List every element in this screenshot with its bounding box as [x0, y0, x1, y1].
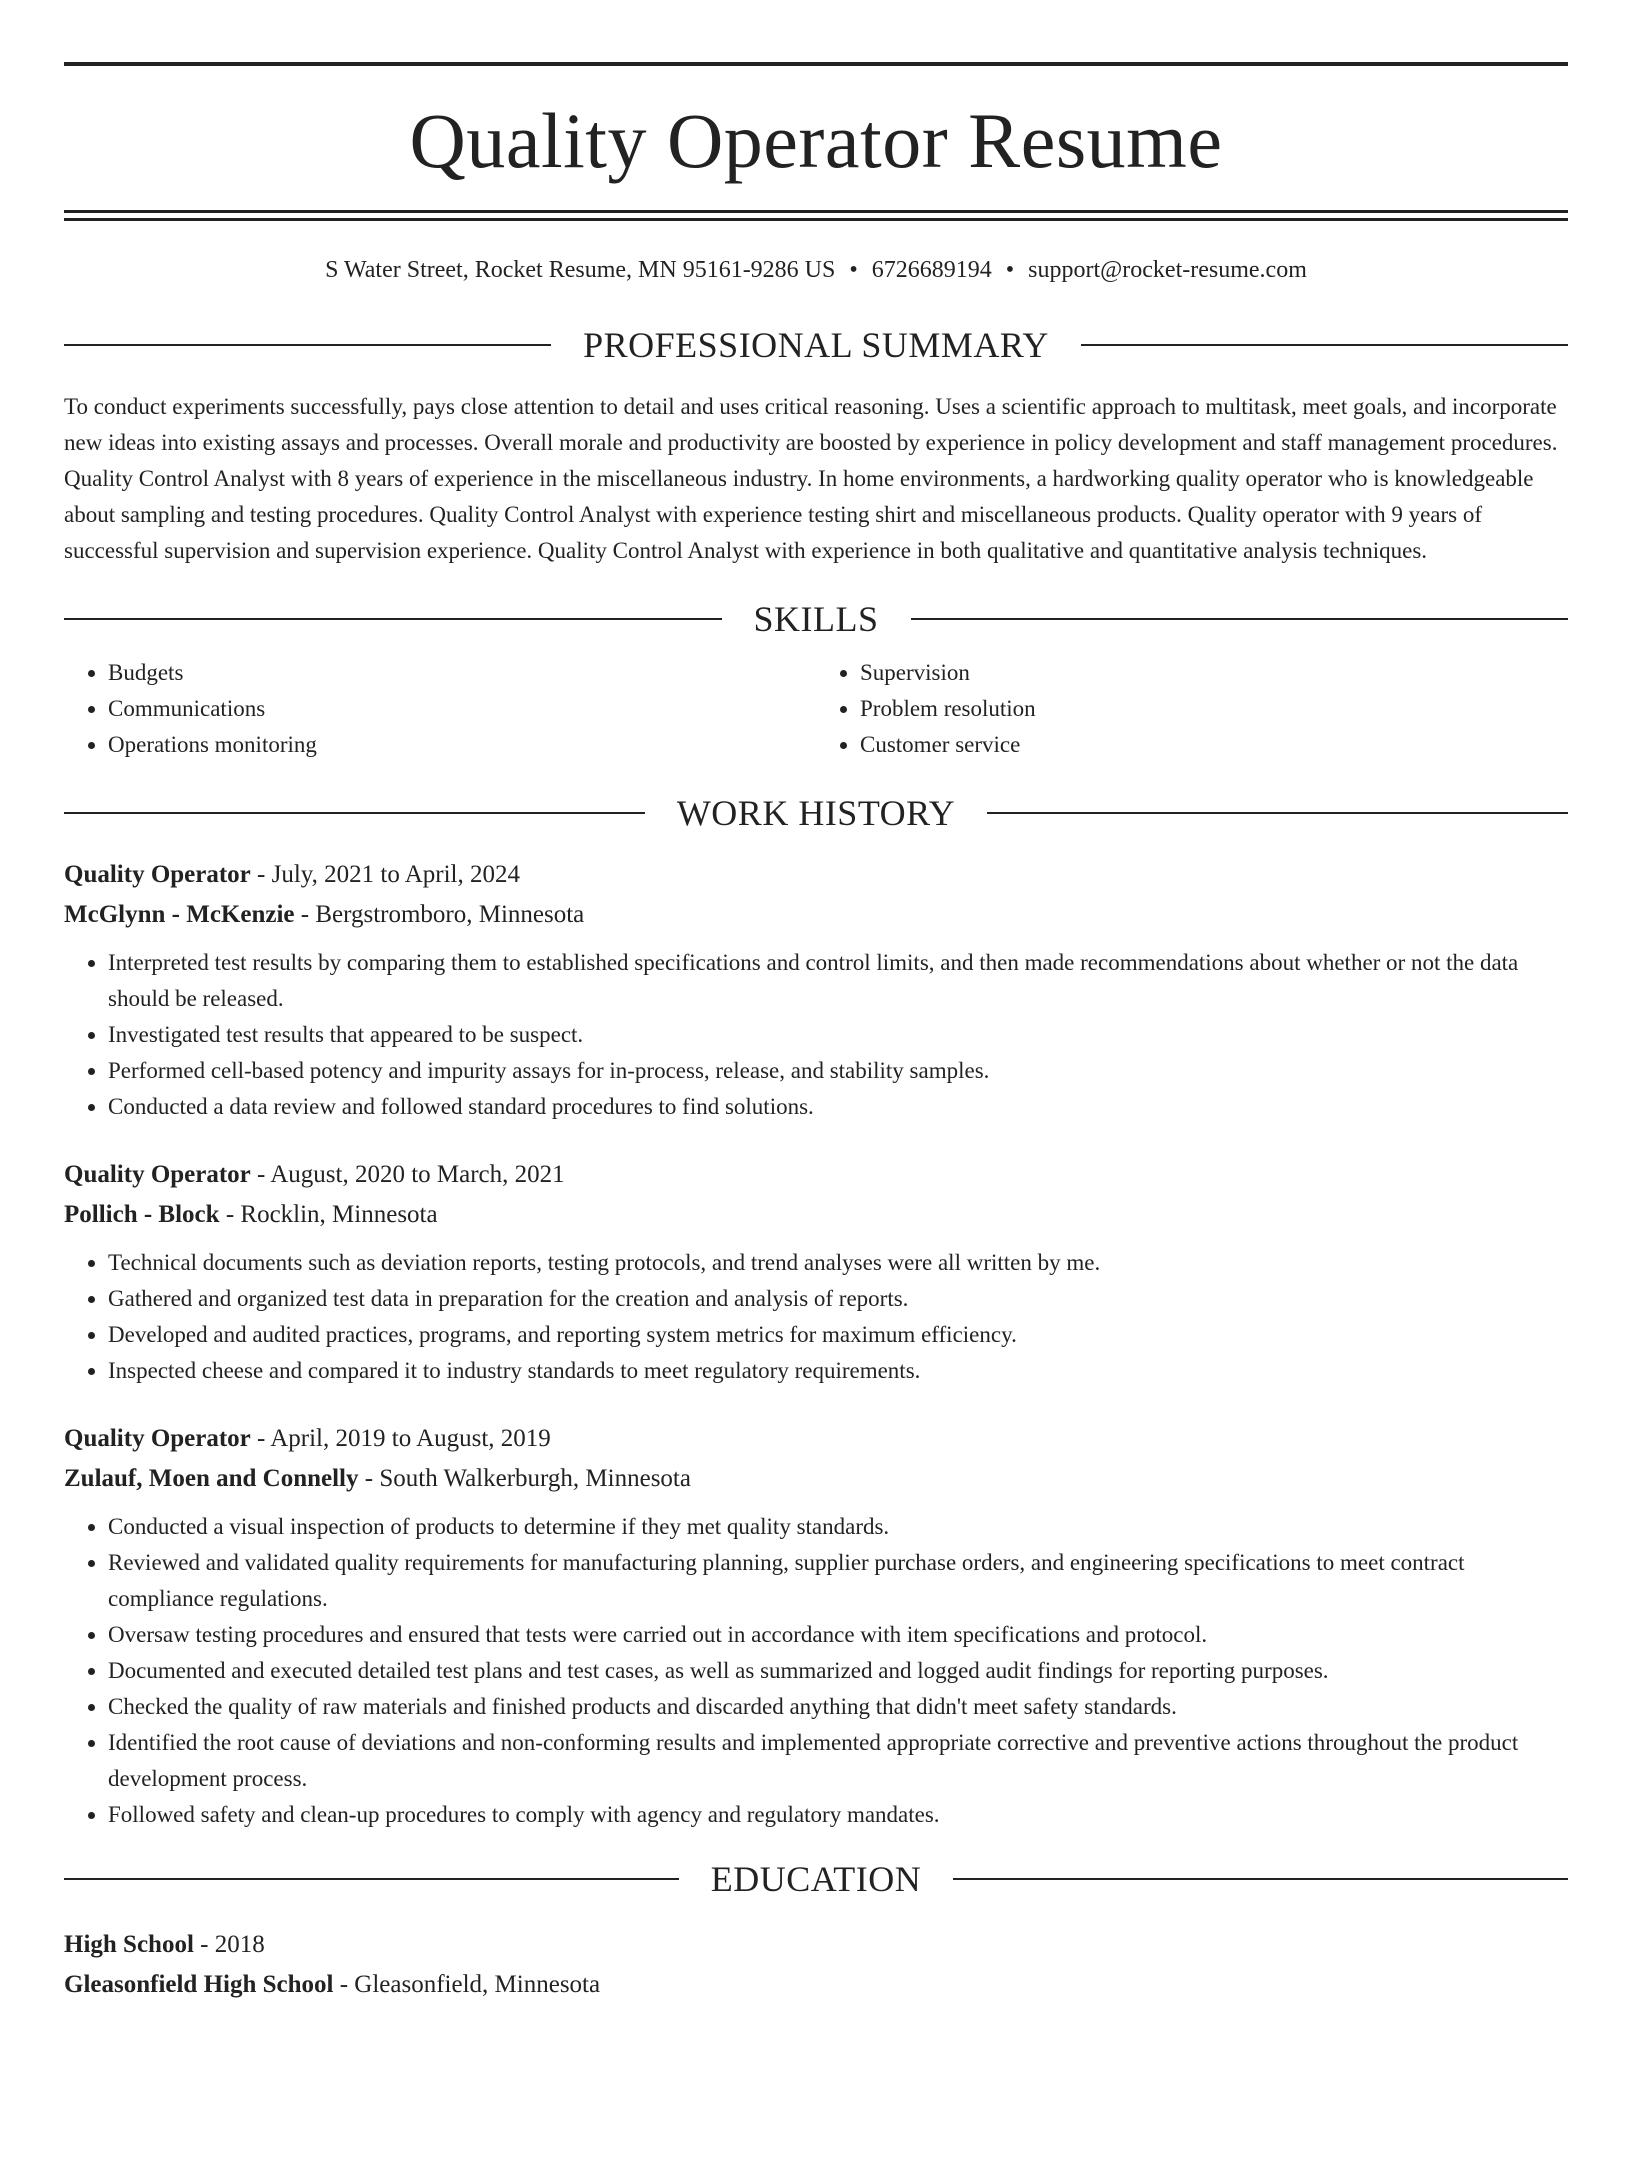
section-title: SKILLS: [753, 599, 879, 639]
heading-rule: [64, 618, 722, 620]
job-location: - South Walkerburgh, Minnesota: [358, 1465, 691, 1492]
section-heading-work: [64, 793, 1568, 833]
job-company-line: [64, 1195, 1568, 1235]
job-bullets: [64, 1509, 1568, 1833]
education-school-line: [64, 1965, 1568, 2005]
heading-rule: [911, 618, 1569, 620]
section-title: WORK HISTORY: [676, 793, 956, 833]
resume-page: [0, 62, 1632, 2174]
job-company-line: [64, 895, 1568, 935]
job-entry: [64, 855, 1568, 1125]
job-dates: - August, 2020 to March, 2021: [250, 1161, 565, 1188]
job-bullet: • Oversaw testing procedures and ensured that tests were carried out in accordance with item specifications and protocol.: [108, 1617, 1568, 1653]
job-bullet: • Followed safety and clean-up procedures to comply with agency and regulatory mandates.: [108, 1797, 1568, 1833]
job-title-line: [64, 855, 1568, 895]
job-bullets: [64, 945, 1568, 1125]
job-bullet: • Performed cell-based potency and impurity assays for in-process, release, and stability samples.: [108, 1053, 1568, 1089]
job-location: - Bergstromboro, Minnesota: [294, 901, 585, 928]
double-rule: [64, 210, 1568, 221]
contact-phone: 6726689194: [871, 257, 992, 283]
job-title: Quality Operator: [64, 1161, 251, 1188]
contact-separator: •: [849, 257, 858, 283]
job-bullet: • Documented and executed detailed test plans and test cases, as well as summarized and logged audit findings for reporting purposes.: [108, 1653, 1568, 1689]
skills-column-right: [816, 655, 1568, 763]
job-bullet: • Developed and audited practices, programs, and reporting system metrics for maximum efficiency.: [108, 1317, 1568, 1353]
job-title-line: [64, 1155, 1568, 1195]
education-location: - Gleasonfield, Minnesota: [333, 1971, 601, 1998]
job-bullet: • Conducted a data review and followed standard procedures to find solutions.: [108, 1089, 1568, 1125]
skills-list: [64, 655, 1568, 763]
job-bullet: • Identified the root cause of deviations and non-conforming results and implemented appropriate corrective and preventive actions throughout the product development process.: [108, 1725, 1568, 1797]
job-bullet: • Investigated test results that appeared to be suspect.: [108, 1017, 1568, 1053]
job-dates: - April, 2019 to August, 2019: [250, 1425, 551, 1452]
heading-rule: [987, 812, 1568, 814]
job-bullet: • Reviewed and validated quality requirements for manufacturing planning, supplier purchase orders, and engineering specifications to meet contract compliance regulations.: [108, 1545, 1568, 1617]
job-company-line: [64, 1459, 1568, 1499]
heading-rule: [64, 344, 551, 346]
education-degree-line: [64, 1925, 1568, 1965]
job-location: - Rocklin, Minnesota: [219, 1201, 438, 1228]
contact-email: support@rocket-resume.com: [1028, 257, 1307, 283]
education-entry: [64, 1925, 1568, 2005]
job-bullet: • Checked the quality of raw materials and finished products and discarded anything that didn't meet safety standards.: [108, 1689, 1568, 1725]
job-company: Pollich - Block: [64, 1201, 220, 1228]
job-company: McGlynn - McKenzie: [64, 901, 295, 928]
summary-text: To conduct experiments successfully, pays close attention to detail and uses critical reasoning. Uses a scientific approach to multitask, meet goals, and incorporate new ideas into existing assays and processes. Overall morale and productivity are boosted by experience in policy development and staff management procedures. Quality Control Analyst with 8 years of experience in the miscellaneous industry. In home environments, a hardworking quality operator who is knowledgeable about sampling and testing procedures. Quality Control Analyst with experience testing shirt and miscellaneous products. Quality operator with 9 years of successful supervision and supervision experience. Quality Control Analyst with experience in both qualitative and quantitative analysis techniques.: [64, 394, 1558, 563]
job-entry: [64, 1155, 1568, 1389]
skill-item: • Problem resolution: [860, 691, 1568, 727]
education-school: Gleasonfield High School: [64, 1971, 334, 1998]
section-title: PROFESSIONAL SUMMARY: [583, 325, 1049, 365]
skill-item: • Customer service: [860, 727, 1568, 763]
heading-rule: [953, 1878, 1568, 1880]
resume-title: Quality Operator Resume: [409, 97, 1223, 184]
skill-item: • Budgets: [108, 655, 816, 691]
skills-column-left: [64, 655, 816, 763]
job-title-line: [64, 1419, 1568, 1459]
job-dates: - July, 2021 to April, 2024: [250, 861, 520, 888]
top-rule: [64, 62, 1568, 66]
job-title: Quality Operator: [64, 861, 251, 888]
contact-address: S Water Street, Rocket Resume, MN 95161-9286 US: [325, 257, 836, 283]
section-heading-education: [64, 1859, 1568, 1899]
skill-item: • Communications: [108, 691, 816, 727]
job-bullet: • Conducted a visual inspection of products to determine if they met quality standards.: [108, 1509, 1568, 1545]
contact-separator: •: [1005, 257, 1015, 283]
job-entry: [64, 1419, 1568, 1833]
section-heading-skills: [64, 599, 1568, 639]
skill-item: • Supervision: [860, 655, 1568, 691]
section-title: EDUCATION: [710, 1859, 922, 1899]
job-bullet: • Interpreted test results by comparing them to established specifications and control limits, and then made recommendations about whether or not the data should be released.: [108, 945, 1568, 1017]
job-bullets: [64, 1245, 1568, 1389]
education-degree: High School: [64, 1931, 194, 1958]
job-bullet: • Gathered and organized test data in preparation for the creation and analysis of reports.: [108, 1281, 1568, 1317]
job-bullet: • Technical documents such as deviation reports, testing protocols, and trend analyses were all written by me.: [108, 1245, 1568, 1281]
heading-rule: [64, 1878, 679, 1880]
job-title: Quality Operator: [64, 1425, 251, 1452]
job-bullet: • Inspected cheese and compared it to industry standards to meet regulatory requirements.: [108, 1353, 1568, 1389]
skill-item: • Operations monitoring: [108, 727, 816, 763]
section-heading-summary: [64, 325, 1568, 365]
contact-line: [64, 255, 1568, 285]
job-company: Zulauf, Moen and Connelly: [64, 1465, 359, 1492]
heading-rule: [64, 812, 645, 814]
heading-rule: [1081, 344, 1568, 346]
education-year: - 2018: [193, 1931, 265, 1958]
